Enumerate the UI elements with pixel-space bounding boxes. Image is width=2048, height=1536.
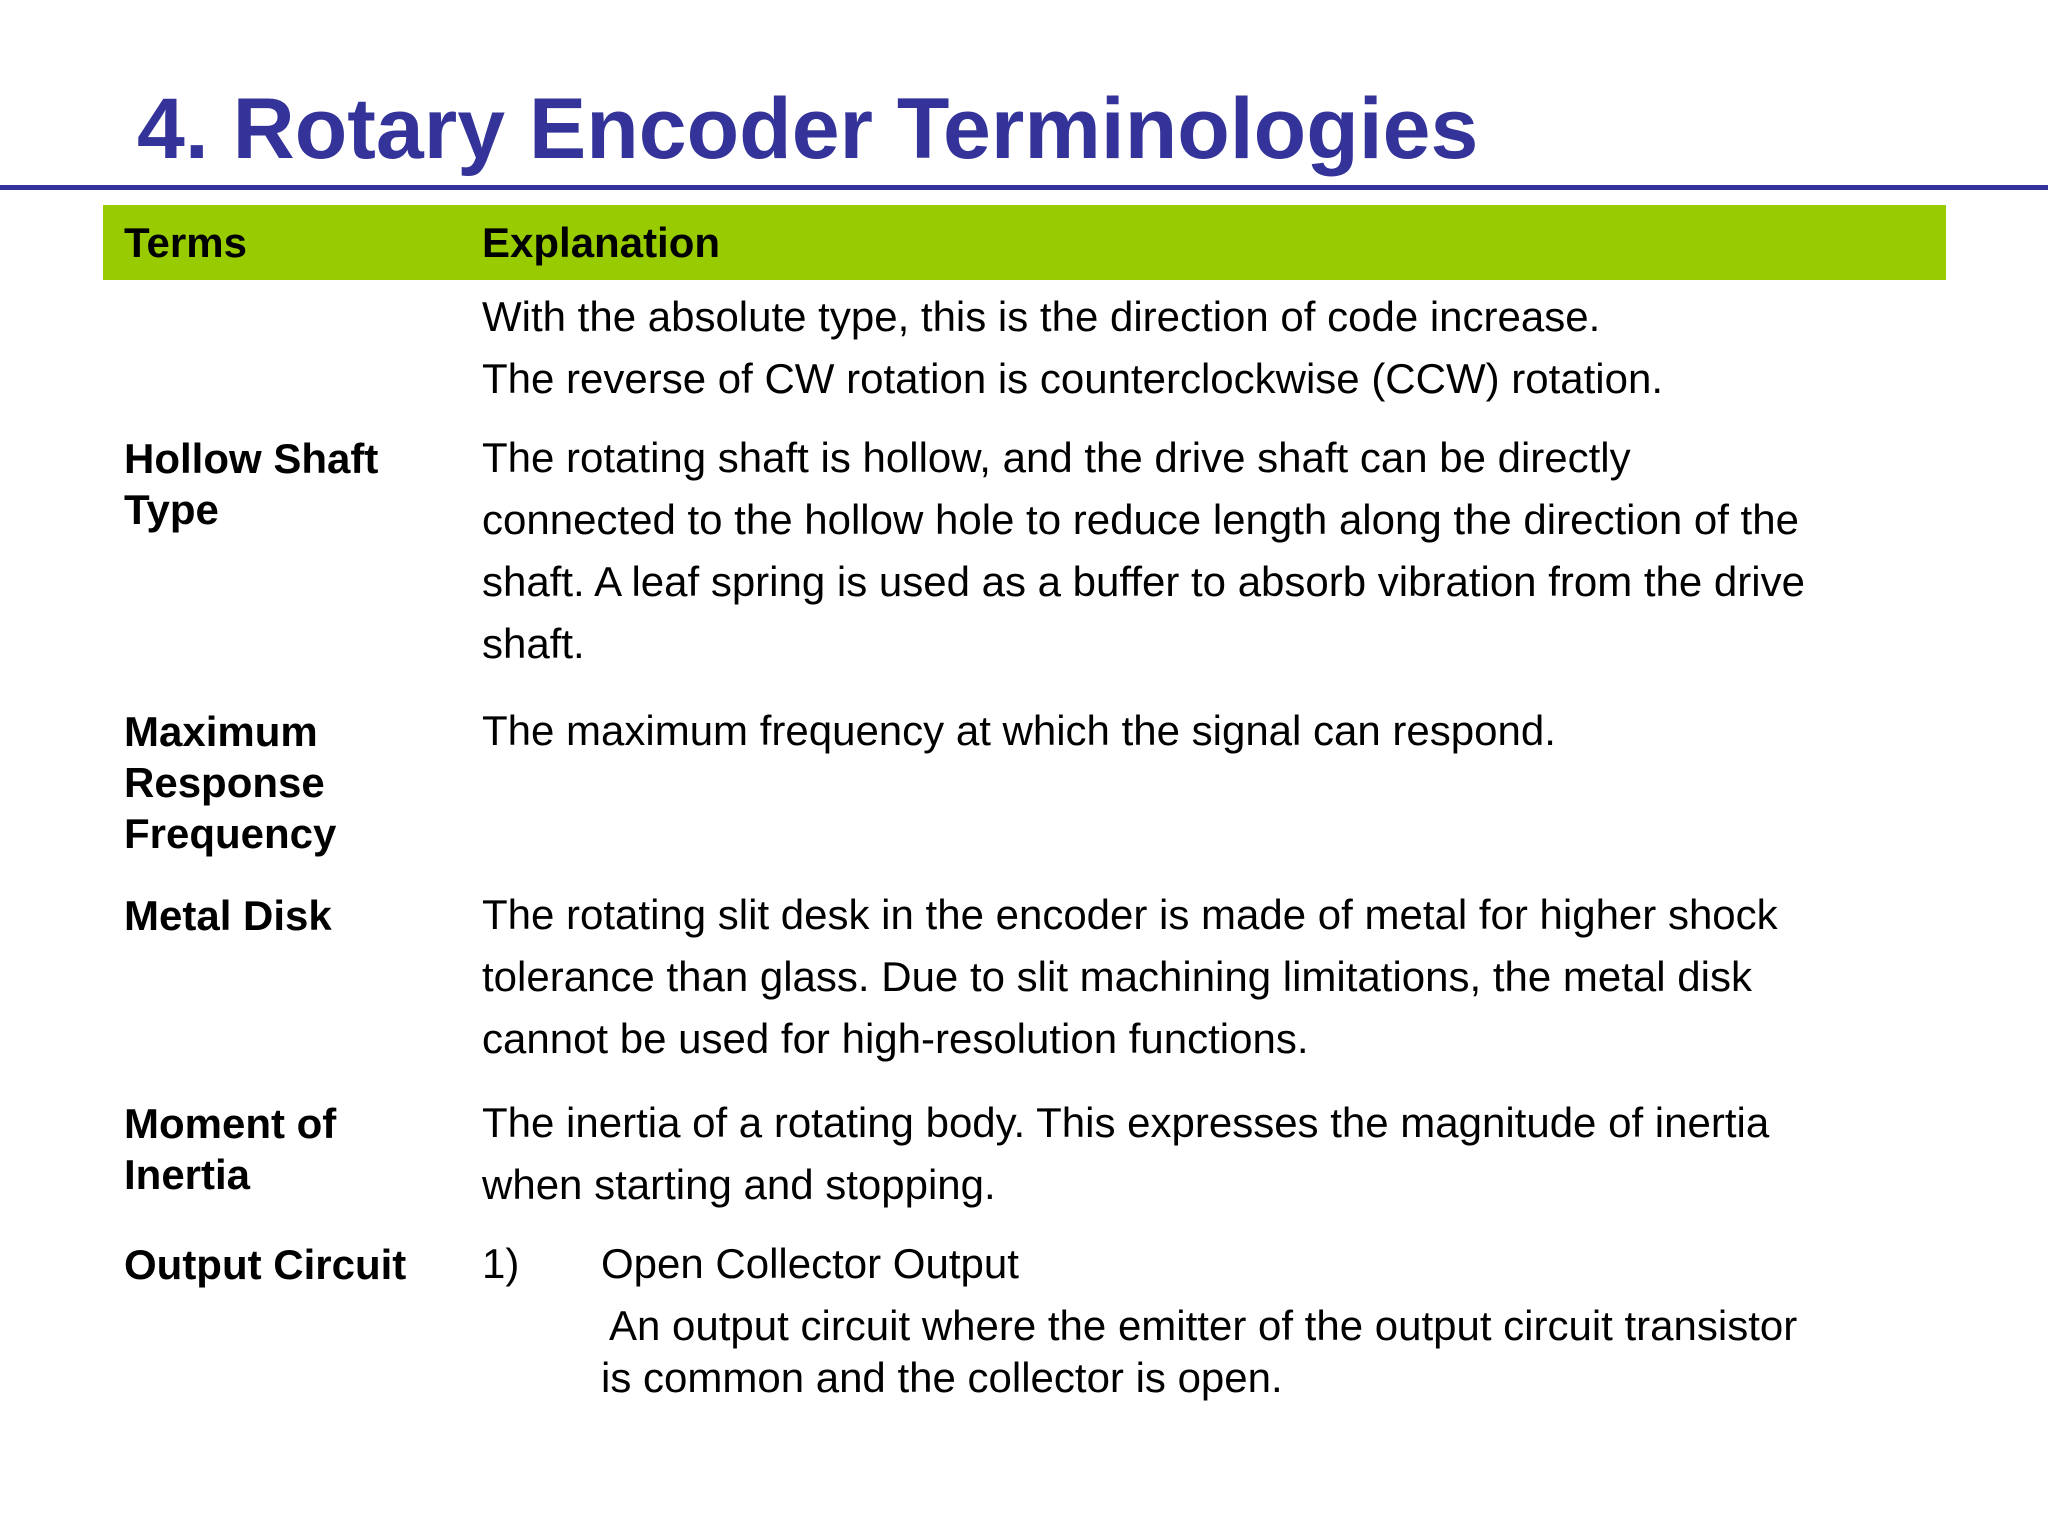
explanation-line: when starting and stopping. bbox=[482, 1161, 996, 1208]
row-max-response-explanation bbox=[482, 700, 1932, 762]
explanation-line: With the absolute type, this is the direction of code increase. bbox=[482, 293, 1601, 340]
explanation-line: connected to the hollow hole to reduce length along the direction of the bbox=[482, 496, 1799, 543]
header-explanation: Explanation bbox=[482, 219, 721, 266]
term-maximum-response-frequency: Maximum Response Frequency bbox=[124, 708, 337, 857]
description-line: An output circuit where the emitter of the output circuit transistor bbox=[609, 1302, 1798, 1349]
row-hollow-shaft-explanation bbox=[482, 427, 1932, 675]
row-metal-disk-explanation bbox=[482, 884, 1932, 1070]
row-cw-explanation bbox=[482, 286, 1932, 410]
page-title: 4. Rotary Encoder Terminologies bbox=[137, 81, 1479, 177]
term-output-circuit: Output Circuit bbox=[124, 1241, 407, 1288]
list-item-description bbox=[601, 1300, 1921, 1404]
explanation-line: The rotating shaft is hollow, and the drive shaft can be directly bbox=[482, 434, 1631, 481]
header-terms: Terms bbox=[124, 219, 247, 266]
explanation-line: The reverse of CW rotation is counterclockwise (CCW) rotation. bbox=[482, 355, 1664, 402]
explanation-line: shaft. bbox=[482, 620, 585, 667]
term-moment-of-inertia: Moment of Inertia bbox=[124, 1100, 337, 1198]
explanation-line: cannot be used for high-resolution functions. bbox=[482, 1015, 1309, 1062]
list-item-number: 1) bbox=[482, 1240, 520, 1287]
explanation-line: The rotating slit desk in the encoder is made of metal for higher shock bbox=[482, 891, 1778, 938]
explanation-line: shaft. A leaf spring is used as a buffer to absorb vibration from the drive bbox=[482, 558, 1805, 605]
description-line: is common and the collector is open. bbox=[601, 1354, 1283, 1401]
row-moment-of-inertia-explanation bbox=[482, 1092, 1932, 1216]
term-hollow-shaft-type: Hollow Shaft Type bbox=[124, 435, 379, 533]
explanation-line: The maximum frequency at which the signal can respond. bbox=[482, 707, 1556, 754]
list-item-title: Open Collector Output bbox=[601, 1240, 1019, 1287]
title-divider bbox=[0, 185, 2048, 190]
table-header-row bbox=[103, 205, 1946, 280]
explanation-line: The inertia of a rotating body. This expresses the magnitude of inertia bbox=[482, 1099, 1770, 1146]
explanation-line: tolerance than glass. Due to slit machining limitations, the metal disk bbox=[482, 953, 1752, 1000]
term-metal-disk: Metal Disk bbox=[124, 892, 332, 939]
